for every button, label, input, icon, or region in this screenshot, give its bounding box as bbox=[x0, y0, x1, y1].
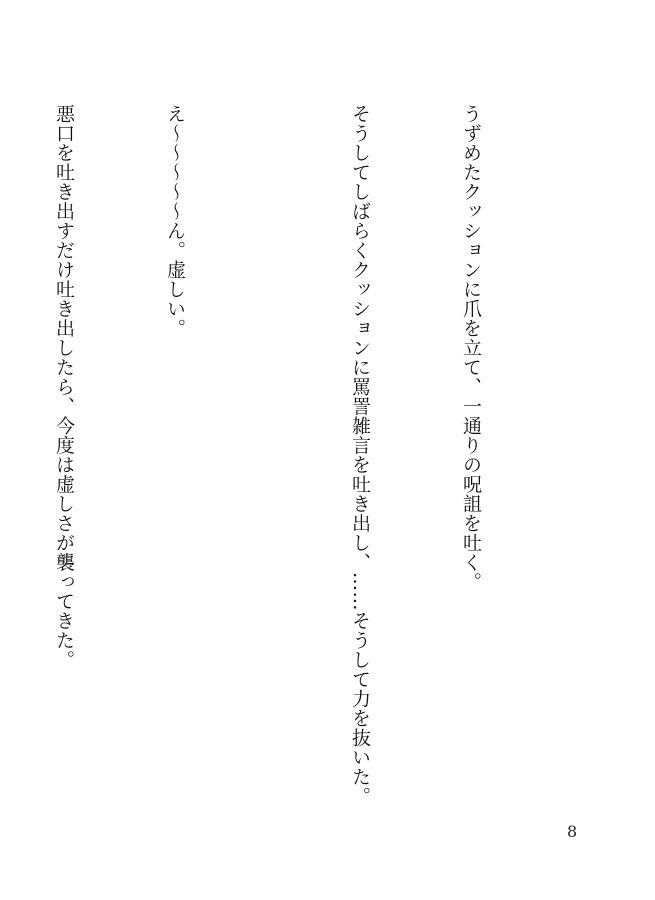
text-line: 悪口を吐き出すだけ吐き出したら、今度は虚しさが襲ってきた。 bbox=[53, 104, 75, 670]
text-line: え〜〜〜〜〜ん。虚しい。 bbox=[164, 104, 186, 338]
text-line: うずめたクッションに爪を立て、一通りの呪詛を吐く。 bbox=[460, 104, 482, 592]
page-number: 8 bbox=[567, 822, 578, 841]
body-text bbox=[0, 104, 563, 864]
text-line: そうしてしばらくクッションに罵詈雑言を吐き出し、……そうして力を抜いた。 bbox=[349, 104, 371, 806]
